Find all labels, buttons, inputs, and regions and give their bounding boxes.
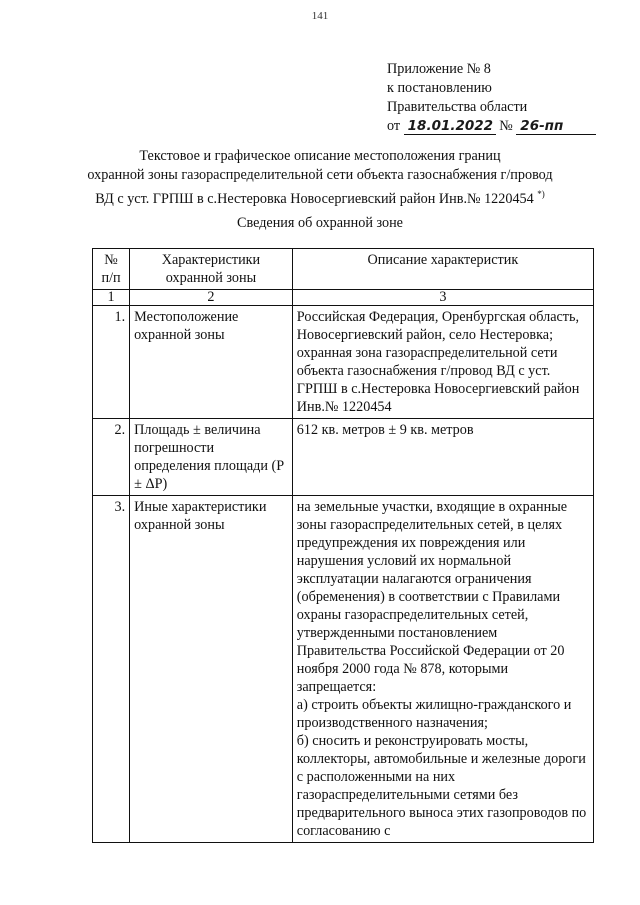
- table-row: [93, 306, 594, 419]
- restriction-item-a: а) строить объекты жилищно-гражданского и производственного назначения;: [296, 697, 572, 731]
- table-row: [93, 496, 594, 843]
- number-label: №: [499, 118, 513, 134]
- row-description-cell: [292, 496, 593, 843]
- handwritten-date: 18.01.2022: [404, 119, 496, 135]
- title-line-2: охранной зоны газораспределительной сети объекта газоснабжения г/провод: [87, 167, 553, 183]
- appendix-block: [387, 60, 596, 136]
- zone-table: [92, 248, 594, 843]
- row-description: Российская Федерация, Оренбургская область, Новосергиевский район, село Нестеровка; охранная зона газораспределительной сети объекта газоснабжения г/провод ВД с уст. ГРПШ в с.Нестеровка Новосергиевский район Инв.№ 1220454: [292, 306, 593, 419]
- page-number: 141: [311, 10, 329, 22]
- header-characteristics: Характеристики охранной зоны: [130, 249, 293, 290]
- row-number: 2.: [93, 419, 130, 496]
- restriction-item-b: б) сносить и реконструировать мосты, коллекторы, автомобильные и железные дороги с расположенными на них газораспределительными сетями без предварительного выноса этих газопроводов по согласованию с: [296, 733, 587, 839]
- header-description: Описание характеристик: [292, 249, 593, 290]
- row-description: 612 кв. метров ± 9 кв. метров: [292, 419, 593, 496]
- document-title: [40, 147, 600, 209]
- row-description: на земельные участки, входящие в охранные зоны газораспределительных сетей, в целях предупреждения их повреждения или нарушения условий их нормальной эксплуатации налагаются ограничения (обременения) в соответствии с Правилами охраны газораспределительных сетей, утвержденными постановлением Правительства Российской Федерации от 20 ноября 2000 года № 878, которыми запрещается:: [296, 499, 568, 695]
- from-label: от: [387, 118, 401, 134]
- appendix-line-3: Правительства области: [387, 99, 528, 115]
- row-characteristic: Местоположение охранной зоны: [130, 306, 293, 419]
- appendix-date-line: [387, 117, 596, 136]
- handwritten-number: 26-пп: [516, 119, 596, 135]
- column-number-row: [93, 290, 594, 306]
- header-number: № п/п: [93, 249, 130, 290]
- column-number-3: 3: [292, 290, 593, 306]
- appendix-line-2: к постановлению: [387, 80, 492, 96]
- title-line-3: [40, 185, 600, 209]
- table-header-row: [93, 249, 594, 290]
- column-number-1: 1: [93, 290, 130, 306]
- footnote-mark: *): [537, 189, 545, 199]
- row-number: 1.: [93, 306, 130, 419]
- section-subtitle: Сведения об охранной зоне: [237, 215, 403, 231]
- row-characteristic: Иные характеристики охранной зоны: [130, 496, 293, 843]
- table-row: [93, 419, 594, 496]
- appendix-line-1: Приложение № 8: [387, 61, 491, 77]
- title-line-3-text: ВД с уст. ГРПШ в с.Нестеровка Новосергиевский район Инв.№ 1220454: [95, 191, 534, 207]
- title-line-1: Текстовое и графическое описание местоположения границ: [139, 148, 501, 164]
- column-number-2: 2: [130, 290, 293, 306]
- row-number: 3.: [93, 496, 130, 843]
- row-characteristic: Площадь ± величина погрешности определения площади (P ± ΔP): [130, 419, 293, 496]
